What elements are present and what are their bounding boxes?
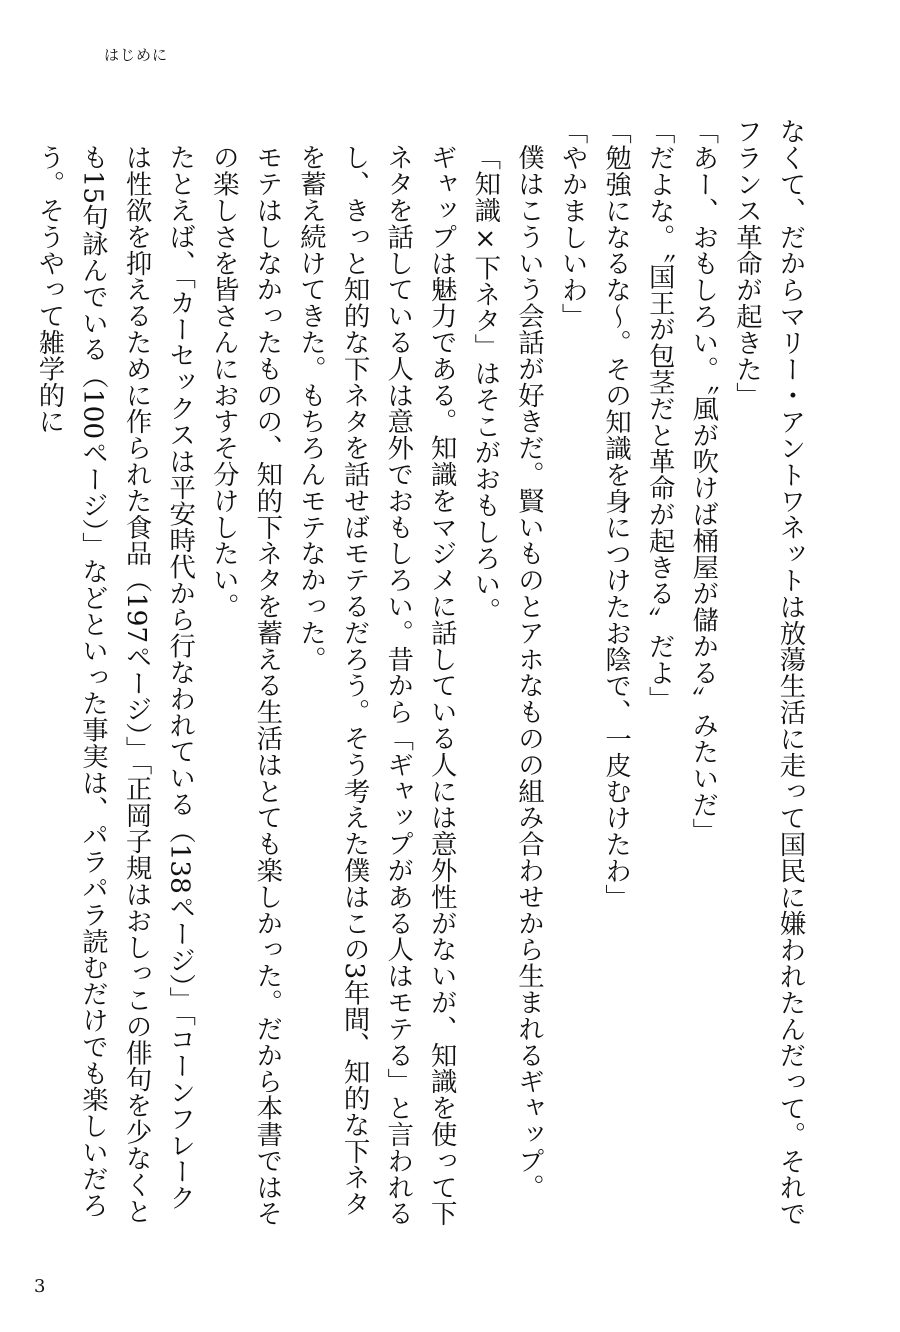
paragraph-6: 僕はこういう会話が好きだ。賢いものとアホなものの組み合わせから生まれるギャップ。「知識×下ネタ」はそこがおもしろい。 xyxy=(469,144,545,1200)
paragraph-3: 「だよな。〝国王が包茎だと革命が起きる〟だよ」 xyxy=(644,118,676,712)
page-number: 3 xyxy=(34,1276,46,1297)
paragraph-2: 「あー、おもしろい。〝風が吹けば桶屋が儲かる〟みたいだ」 xyxy=(687,118,719,844)
body-text xyxy=(27,118,812,1228)
paragraph-5: 「やかましいわ」 xyxy=(557,118,589,330)
paragraph-4: 「勉強になるな〜。その知識を身につけたお陰で、一皮むけたわ」 xyxy=(600,118,632,910)
running-header: はじめに xyxy=(104,46,169,64)
paragraph-7: ギャップは魅力である。知識をマジメに話している人には意外性がないが、知識を使って下ネタを話している人は意外でおもしろい。昔から「ギャップがある人はモテる」と言われるし、きっと知的な下ネタを話せばモテるだろう。そう考えた僕はこの3年間、知的な下ネタを蓄え続けてきた。もちろんモテなかった。 xyxy=(295,144,458,1227)
paragraph-8: モテはしなかったものの、知的下ネタを蓄える生活はとても楽しかった。だから本書ではその楽しさを皆さんにおすそ分けしたい。 xyxy=(208,144,283,1227)
paragraph-9: たとえば、「カーセックスは平安時代から行なわれている（138ページ）」「コーンフレークは性欲を抑えるために作られた食品（197ページ）」「正岡子規はおしっこの俳句を少なくとも15句詠んでいる（100ページ）」などといった事実は、パラパラ読むだけでも楽しいだろう。そうやって雑学的に xyxy=(33,144,196,1224)
paragraph-1: なくて、だからマリー・アントワネットは放蕩生活に走って国民に嫌われたんだって。それでフランス革命が起きた」 xyxy=(731,118,806,1227)
